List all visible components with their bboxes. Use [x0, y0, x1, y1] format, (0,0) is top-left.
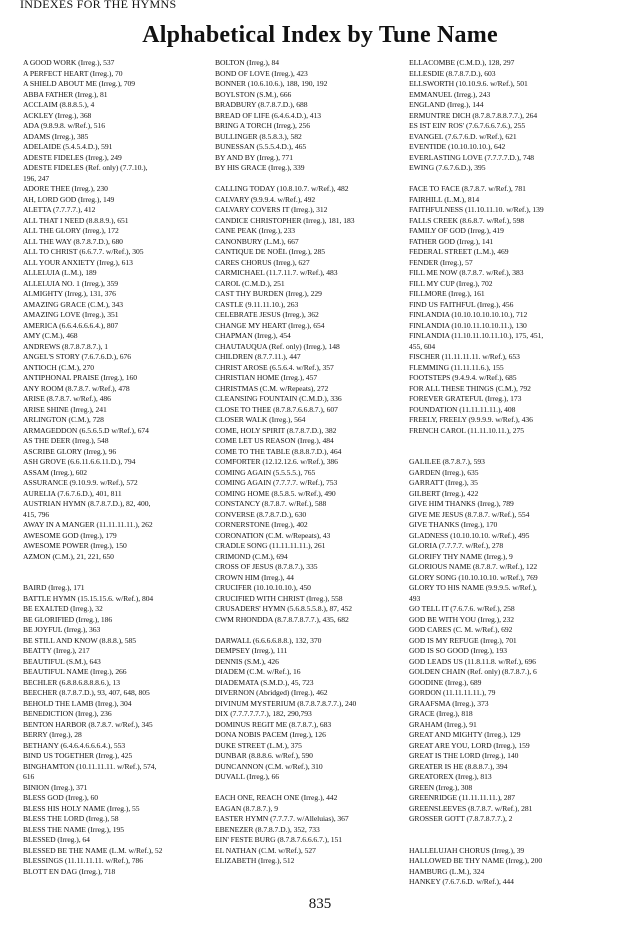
index-entry: CORONATION (C.M. w/Repeats), 43: [215, 530, 331, 540]
index-entry: CROSS OF JESUS (8.7.8.7.), 335: [215, 562, 318, 571]
index-entry: BENEDICTION (Irreg.), 236: [23, 709, 112, 718]
index-entry: ERMUNTRE DICH (8.7.8.7.8.8.7.7.), 264: [409, 110, 538, 120]
index-entry: GRAHAM (Irreg.), 91: [409, 719, 477, 729]
index-entry: CARMICHAEL (11.7.11.7. w/Ref.), 483: [215, 268, 338, 277]
index-entry: FAIRHILL (L.M.), 814: [409, 194, 480, 204]
index-entry: ARISE (8.7.8.7. w/Ref.), 486: [23, 394, 111, 403]
index-entry: GREENRIDGE (11.11.11.11.), 287: [409, 793, 515, 802]
letter-group-gap: [409, 447, 601, 458]
letter-group-gap: [215, 783, 407, 794]
index-entry: CRUCIFIED WITH CHRIST (Irreg.), 558: [215, 593, 343, 603]
index-entry: FINLANDIA (10.10.11.10.10.11.), 130: [409, 320, 527, 330]
index-entry: CONSTANCY (8.7.8.7. w/Ref.), 588: [215, 499, 327, 508]
index-entry: GREATOREX (Irreg.), 813: [409, 772, 492, 781]
index-entry: GOODINE (Irreg.), 689: [409, 677, 482, 687]
index-entry: CROWN HIM (Irreg.), 44: [215, 572, 294, 582]
index-entry: A SHIELD ABOUT ME (Irreg.), 709: [23, 79, 135, 88]
index-entry: BLESSED BE THE NAME (L.M. w/Ref.), 52: [23, 845, 163, 855]
index-entry: GOD CARES (C. M. w/Ref.), 692: [409, 625, 513, 634]
index-entry: GARRATT (Irreg.), 35: [409, 478, 478, 487]
index-entry: DARWALL (6.6.6.6.8.8.), 132, 370: [215, 635, 322, 645]
index-entry: ASCRIBE GLORY (Irreg.), 96: [23, 446, 117, 456]
index-entry: DUNBAR (8.8.8.6. w/Ref.), 590: [215, 751, 313, 760]
index-entry: AS THE DEER (Irreg.), 548: [23, 436, 109, 445]
index-entry: HALLELUJAH CHORUS (Irreg.), 39: [409, 845, 525, 855]
index-entry: AMAZING LOVE (Irreg.), 351: [23, 310, 119, 319]
index-entry: COMING AGAIN (7.7.7.7. w/Ref.), 753: [215, 478, 338, 487]
index-column-2: [215, 58, 407, 867]
index-entry: GOD BE WITH YOU (Irreg.), 232: [409, 614, 515, 624]
index-entry: FLEMMING (11.11.11.6.), 155: [409, 362, 504, 372]
index-entry: CASTLE (9.11.11.10.), 263: [215, 299, 299, 309]
index-entry: BLESS THE NAME (Irreg.), 195: [23, 824, 124, 834]
index-entry: BENTON HARBOR (8.7.8.7. w/Ref.), 345: [23, 719, 153, 729]
index-entry: FISCHER (11.11.11.11. w/Ref.), 653: [409, 352, 520, 361]
index-entry: GREENSLEEVES (8.7.8.7. w/Ref.), 281: [409, 803, 533, 813]
index-entry: CRIMOND (C.M.), 694: [215, 551, 288, 561]
index-entry: FOR ALL THESE THINGS (C.M.), 792: [409, 383, 531, 393]
index-entry: ARISE SHINE (Irreg.), 241: [23, 404, 107, 414]
index-entry: GOD LEADS US (11.8.11.8. w/Ref.), 696: [409, 656, 536, 666]
letter-group-gap: [409, 174, 601, 185]
index-entry: AH, LORD GOD (Irreg.), 149: [23, 194, 115, 204]
index-entry: ALL TO CHRIST (6.6.7.7. w/Ref.), 305: [23, 247, 144, 256]
index-entry: BINGHAMTON (10.11.11.11. w/Ref.), 574,: [23, 761, 157, 771]
index-entry: A PERFECT HEART (Irreg.), 70: [23, 68, 123, 78]
index-entry: DIADEMATA (S.M.D.), 45, 723: [215, 677, 314, 687]
index-entry: CHAPMAN (Irreg.), 454: [215, 331, 291, 340]
index-entry: ALLELUIA (L.M.), 189: [23, 268, 97, 277]
index-entry: ACCLAIM (8.8.8.5.), 4: [23, 100, 95, 109]
index-entry: CWM RHONDDA (8.7.8.7.8.7.7.), 435, 682: [215, 614, 349, 624]
index-entry: ANGEL'S STORY (7.6.7.6.D.), 676: [23, 352, 132, 361]
index-entry: FIND US FAITHFUL (Irreg.), 456: [409, 299, 514, 309]
index-entry: DIADEM (C.M. w/Ref.), 16: [215, 667, 301, 676]
index-entry: CRUSADERS' HYMN (5.6.8.5.5.8.), 87, 452: [215, 604, 352, 613]
index-entry: ANTIOCH (C.M.), 270: [23, 362, 94, 372]
index-entry: GIVE THANKS (Irreg.), 170: [409, 520, 498, 529]
index-entry: AURELIA (7.6.7.6.D.), 401, 811: [23, 488, 122, 498]
index-entry: CANTIQUE DE NOËL (Irreg.), 285: [215, 247, 325, 256]
index-entry: ELLSWORTH (10.10.9.6. w/Ref.), 501: [409, 79, 528, 88]
index-entry: BE GLORIFIED (Irreg.), 186: [23, 614, 113, 624]
index-entry: CHANGE MY HEART (Irreg.), 654: [215, 320, 325, 330]
index-entry: DUNCANNON (C.M. w/Ref.), 310: [215, 761, 323, 771]
index-entry: GLORIA (7.7.7.7. w/Ref.), 278: [409, 541, 504, 550]
index-entry: FEDERAL STREET (L.M.), 469: [409, 247, 509, 256]
index-entry: COME TO THE TABLE (8.8.8.7.D.), 464: [215, 446, 342, 456]
index-entry: ABBA FATHER (Irreg.), 81: [23, 89, 108, 99]
index-entry: CHAUTAUQUA (Ref. only) (Irreg.), 148: [215, 341, 340, 351]
index-entry: EVERLASTING LOVE (7.7.7.7.D.), 748: [409, 152, 535, 162]
index-entry: FILL MY CUP (Irreg.), 702: [409, 278, 493, 288]
index-entry: EWING (7.6.7.6.D.), 395: [409, 163, 486, 172]
index-entry: CHILDREN (8.7.7.11.), 447: [215, 352, 301, 361]
index-entry: DIX (7.7.7.7.7.7.), 182, 290,793: [215, 709, 312, 718]
index-entry: DONA NOBIS PACEM (Irreg.), 126: [215, 730, 326, 739]
index-entry: BEHOLD THE LAMB (Irreg.), 304: [23, 698, 132, 708]
index-entry: GOD IS MY REFUGE (Irreg.), 701: [409, 635, 517, 645]
index-entry: 616: [23, 772, 35, 781]
index-entry: DIVERNON (Abridged) (Irreg.), 462: [215, 688, 328, 697]
index-entry: GOLDEN CHAIN (Ref. only) (8.7.8.7.), 6: [409, 667, 537, 676]
index-entry: FINLANDIA (10.10.10.10.10.10.), 712: [409, 310, 528, 319]
index-entry: BATTLE HYMN (15.15.15.6. w/Ref.), 804: [23, 593, 154, 603]
index-entry: AWAY IN A MANGER (11.11.11.11.), 262: [23, 520, 153, 529]
index-entry: ELIZABETH (Irreg.), 512: [215, 856, 295, 865]
index-entry: ANTIPHONAL PRAISE (Irreg.), 160: [23, 373, 137, 382]
index-entry: FALLS CREEK (8.6.8.7. w/Ref.), 598: [409, 215, 525, 225]
index-entry: ALLELUIA NO. 1 (Irreg.), 359: [23, 278, 118, 288]
index-entry: COME LET US REASON (Irreg.), 484: [215, 436, 334, 445]
index-entry: ADA (9.8.9.8. w/Ref.), 516: [23, 121, 106, 130]
index-entry: GLORIOUS NAME (8.7.8.7. w/Ref.), 122: [409, 562, 538, 571]
index-entry: GIVE ME JESUS (8.7.8.7. w/Ref.), 554: [409, 509, 530, 519]
index-entry: ARMAGEDDON (6.5.6.5.D w/Ref.), 674: [23, 425, 149, 435]
index-entry: BECHLER (6.8.8.6.8.8.8.6.), 13: [23, 677, 121, 687]
index-entry: CHRIST AROSE (6.5.6.4. w/Ref.), 357: [215, 362, 334, 372]
index-entry: CARES CHORUS (Irreg.), 627: [215, 257, 310, 267]
letter-group-gap: [409, 835, 601, 846]
letter-group-gap: [215, 174, 407, 185]
index-entry: BLOTT EN DAG (Irreg.), 718: [23, 866, 116, 876]
index-entry: GRAAFSMA (Irreg.), 373: [409, 698, 489, 708]
index-entry: ELLESDIE (8.7.8.7.D.), 603: [409, 68, 496, 78]
letter-group-gap: [23, 573, 215, 584]
index-entry: ASSURANCE (9.10.9.9. w/Ref.), 572: [23, 478, 138, 487]
index-entry: COME, HOLY SPIRIT (8.7.8.7.D.), 382: [215, 425, 337, 435]
index-entry: CONVERSE (8.7.8.7.D.), 630: [215, 509, 307, 519]
index-entry: EL NATHAN (C.M. w/Ref.), 527: [215, 845, 316, 855]
index-entry: EBENEZER (8.7.8.7.D.), 352, 733: [215, 824, 320, 834]
index-entry: ADELAIDE (5.4.5.4.D.), 591: [23, 142, 113, 151]
index-entry: FACE TO FACE (8.7.8.7. w/Ref.), 781: [409, 184, 526, 193]
index-entry: BEAUTIFUL (S.M.), 643: [23, 656, 101, 666]
index-entry: 415, 796: [23, 509, 50, 519]
index-entry: BE JOYFUL (Irreg.), 363: [23, 625, 101, 634]
index-entry: EIN' FESTE BURG (8.7.8.7.6.6.6.7.), 151: [215, 835, 343, 844]
index-entry: ADORE THEE (Irreg.), 230: [23, 184, 108, 193]
letter-group-gap: [23, 562, 215, 573]
index-entry: BRADBURY (8.7.8.7.D.), 688: [215, 100, 308, 109]
index-entry: AWESOME POWER (Irreg.), 150: [23, 541, 127, 550]
index-entry: ACKLEY (Irreg.), 368: [23, 110, 92, 120]
index-entry: ADESTE FIDELES (Irreg.), 249: [23, 152, 122, 162]
index-entry: BRING A TORCH (Irreg.), 256: [215, 121, 310, 130]
index-entry: BOYLSTON (S.M.), 666: [215, 89, 292, 99]
index-entry: DUVALL (Irreg.), 66: [215, 772, 280, 781]
index-entry: BOND OF LOVE (Irreg.), 423: [215, 68, 308, 78]
index-entry: BULLINGER (8.5.8.3.), 582: [215, 131, 302, 141]
index-entry: EAGAN (8.7.8.7.), 9: [215, 803, 278, 813]
index-entry: ALL THE GLORY (Irreg.), 172: [23, 226, 119, 235]
index-entry: FINLANDIA (11.10.11.10.11.10.), 175, 451,: [409, 331, 544, 340]
index-entry: ALMIGHTY (Irreg.), 131, 376: [23, 289, 116, 298]
index-entry: 493: [409, 593, 421, 603]
index-entry: FOOTSTEPS (9.4.9.4. w/Ref.), 685: [409, 373, 517, 382]
index-entry: GLADNESS (10.10.10.10. w/Ref.), 495: [409, 530, 530, 540]
index-entry: FENDER (Irreg.), 57: [409, 257, 473, 267]
index-entry: ENGLAND (Irreg.), 144: [409, 100, 484, 109]
index-entry: EACH ONE, REACH ONE (Irreg.), 442: [215, 793, 338, 802]
index-entry: CORNERSTONE (Irreg.), 402: [215, 520, 308, 529]
index-entry: HALLOWED BE THY NAME (Irreg.), 200: [409, 856, 543, 865]
index-entry: BEATTY (Irreg.), 217: [23, 646, 90, 655]
index-entry: BUNESSAN (5.5.5.4.D.), 465: [215, 142, 307, 151]
index-entry: GREEN (Irreg.), 308: [409, 782, 473, 792]
index-column-1: [23, 58, 215, 877]
index-entry: ELLACOMBE (C.M.D.), 128, 297: [409, 58, 515, 67]
index-entry: GREAT ARE YOU, LORD (Irreg.), 159: [409, 740, 530, 750]
index-entry: CHRISTMAS (C.M. w/Repeats), 272: [215, 383, 329, 393]
index-entry: AMERICA (6.6.4.6.6.6.4.), 807: [23, 320, 119, 330]
index-entry: FATHER GOD (Irreg.), 141: [409, 236, 494, 246]
index-entry: BINION (Irreg.), 371: [23, 782, 88, 792]
index-entry: CRUCIFER (10.10.10.10.), 450: [215, 583, 311, 592]
index-entry: CALVARY (9.9.9.4. w/Ref.), 492: [215, 194, 316, 204]
index-entry: BIND US TOGETHER (Irreg.), 425: [23, 751, 133, 760]
index-entry: FOREVER GRATEFUL (Irreg.), 173: [409, 394, 522, 403]
index-entry: ADAMS (Irreg.), 385: [23, 131, 89, 141]
index-entry: AWESOME GOD (Irreg.), 179: [23, 530, 117, 540]
letter-group-gap: [409, 436, 601, 447]
index-entry: GREAT AND MIGHTY (Irreg.), 129: [409, 730, 521, 739]
index-entry: 455, 604: [409, 341, 436, 351]
index-entry: HANKEY (7.6.7.6.D. w/Ref.), 444: [409, 877, 514, 886]
index-entry: GREAT IS THE LORD (Irreg.), 140: [409, 751, 519, 760]
index-entry: CLOSER WALK (Irreg.), 564: [215, 415, 306, 424]
index-entry: BONNER (10.6.10.6.), 188, 190, 192: [215, 79, 328, 88]
index-entry: BETHANY (6.4.6.4.6.6.6.4.), 553: [23, 740, 126, 750]
index-entry: GILBERT (Irreg.), 422: [409, 488, 479, 498]
index-entry: BLESS GOD (Irreg.), 60: [23, 793, 99, 802]
index-entry: BY AND BY (Irreg.), 771: [215, 152, 294, 162]
index-entry: GRACE (Irreg.), 818: [409, 709, 473, 718]
index-entry: AMY (C.M.), 468: [23, 331, 78, 340]
index-entry: AUSTRIAN HYMN (8.7.8.7.D.), 82, 400,: [23, 499, 151, 508]
index-entry: BE STILL AND KNOW (8.8.8.), 585: [23, 635, 136, 645]
index-entry: HAMBURG (L.M.), 324: [409, 866, 485, 876]
index-entry: COMFORTER (12.12.12.6. w/Ref.), 386: [215, 457, 338, 466]
running-head: INDEXES FOR THE HYMNS: [20, 0, 177, 11]
index-entry: ASH GROVE (6.6.11.6.6.11.D.), 794: [23, 457, 136, 466]
index-entry: CLEANSING FOUNTAIN (C.M.D.), 336: [215, 394, 342, 403]
index-entry: BEECHER (8.7.8.7.D.), 93, 407, 648, 805: [23, 688, 150, 697]
index-entry: ALL YOUR ANXIETY (Irreg.), 613: [23, 257, 133, 267]
index-entry: CHRISTIAN HOME (Irreg.), 457: [215, 373, 318, 382]
letter-group-gap: [409, 825, 601, 836]
index-entry: DUKE STREET (L.M.), 375: [215, 740, 302, 750]
index-entry: BLESSED (Irreg.), 64: [23, 835, 90, 844]
index-entry: DENNIS (S.M.), 426: [215, 656, 279, 666]
index-entry: EMMANUEL (Irreg.), 243: [409, 89, 491, 99]
index-entry: BAIRD (Irreg.), 171: [23, 583, 85, 592]
index-entry: CANE PEAK (Irreg.), 233: [215, 226, 296, 235]
index-entry: CAST THY BURDEN (Irreg.), 229: [215, 289, 322, 298]
index-entry: FOUNDATION (11.11.11.11.), 408: [409, 404, 516, 414]
index-entry: CRADLE SONG (11.11.11.11.), 261: [215, 541, 326, 550]
page-number: 835: [308, 896, 332, 912]
index-entry: BEAUTIFUL NAME (Irreg.), 266: [23, 667, 127, 676]
index-entry: AZMON (C.M.), 21, 221, 650: [23, 551, 114, 561]
index-entry: FREELY, FREELY (9.9.9.9. w/Ref.), 436: [409, 415, 533, 424]
index-entry: GOD IS SO GOOD (Irreg.), 193: [409, 646, 507, 655]
index-column-3: [409, 58, 601, 888]
index-entry: BE EXALTED (Irreg.), 32: [23, 604, 103, 613]
index-entry: CANONBURY (L.M.), 667: [215, 236, 299, 246]
index-entry: ALETTA (7.7.7.7.), 412: [23, 205, 96, 214]
index-entry: BY HIS GRACE (Irreg.), 339: [215, 163, 305, 172]
index-entry: CALLING TODAY (10.8.10.7. w/Ref.), 482: [215, 184, 349, 193]
index-entry: BLESS THE LORD (Irreg.), 58: [23, 814, 119, 823]
index-entry: FILLMORE (Irreg.), 161: [409, 289, 485, 298]
index-entry: CAROL (C.M.D.), 251: [215, 278, 285, 288]
index-entry: ALL THE WAY (8.7.8.7.D.), 680: [23, 236, 123, 246]
index-entry: DOMINUS REGIT ME (8.7.8.7.), 683: [215, 719, 332, 729]
index-entry: GALILEE (8.7.8.7.), 593: [409, 457, 485, 466]
index-entry: ASSAM (Irreg.), 602: [23, 467, 88, 477]
index-entry: 196, 247: [23, 173, 50, 183]
index-entry: GO TELL IT (7.6.7.6. w/Ref.), 258: [409, 604, 515, 613]
index-entry: GREATER IS HE (8.8.8.7.), 394: [409, 761, 508, 771]
index-entry: GLORY SONG (10.10.10.10. w/Ref.), 769: [409, 572, 538, 582]
index-entry: ANDREWS (8.7.8.7.8.7.), 1: [23, 341, 109, 351]
index-entry: ANY ROOM (8.7.8.7. w/Ref.), 478: [23, 383, 130, 393]
index-entry: FILL ME NOW (8.7.8.7. w/Ref.), 383: [409, 268, 524, 277]
index-entry: BERRY (Irreg.), 28: [23, 730, 82, 739]
index-entry: BOLTON (Irreg.), 84: [215, 58, 280, 67]
letter-group-gap: [215, 625, 407, 636]
index-entry: ALL THAT I NEED (8.8.8.9.), 651: [23, 215, 129, 225]
index-entry: GLORY TO HIS NAME (9.9.9.5. w/Ref.),: [409, 583, 537, 592]
index-entry: GIVE HIM THANKS (Irreg.), 789: [409, 499, 514, 508]
index-entry: ARLINGTON (C.M.), 728: [23, 415, 104, 424]
index-entry: DEMPSEY (Irreg.), 111: [215, 646, 288, 655]
index-entry: GARDEN (Irreg.), 635: [409, 467, 479, 477]
index-entry: A GOOD WORK (Irreg.), 537: [23, 58, 115, 67]
index-entry: FAMILY OF GOD (Irreg.), 419: [409, 226, 504, 235]
index-entry: GLORIFY THY NAME (Irreg.), 9: [409, 551, 513, 561]
index-entry: COMING HOME (8.5.8.5. w/Ref.), 490: [215, 488, 336, 498]
index-entry: EASTER HYMN (7.7.7.7. w/Alleluias), 367: [215, 814, 349, 823]
index-entry: CELEBRATE JESUS (Irreg.), 362: [215, 310, 319, 319]
index-entry: CLOSE TO THEE (8.7.8.7.6.6.8.7.), 607: [215, 404, 338, 414]
index-entry: FRENCH CAROL (11.11.10.11.), 275: [409, 425, 524, 435]
index-entry: COMING AGAIN (5.5.5.5.), 765: [215, 467, 316, 477]
index-entry: GORDON (11.11.11.11.), 79: [409, 688, 496, 697]
index-entry: ADESTE FIDELES (Ref. only) (7.7.10.),: [23, 163, 148, 172]
index-entry: AMAZING GRACE (C.M.), 343: [23, 299, 123, 309]
index-entry: CALVARY COVERS IT (Irreg.), 312: [215, 205, 328, 214]
index-entry: EVENTIDE (10.10.10.10.), 642: [409, 142, 506, 151]
index-entry: FAITHFULNESS (11.10.11.10. w/Ref.), 139: [409, 205, 544, 214]
index-entry: CANDICE CHRISTOPHER (Irreg.), 181, 183: [215, 215, 355, 225]
index-entry: BLESSINGS (11.11.11.11. w/Ref.), 786: [23, 856, 144, 865]
index-entry: BLESS HIS HOLY NAME (Irreg.), 55: [23, 803, 140, 813]
page-title: Alphabetical Index by Tune Name: [142, 22, 498, 48]
index-entry: EVANGEL (7.6.7.6.D. w/Ref.), 621: [409, 131, 517, 141]
index-entry: DIVINUM MYSTERIUM (8.7.8.7.8.7.7.), 240: [215, 698, 357, 708]
index-entry: BREAD OF LIFE (6.4.6.4.D.), 413: [215, 110, 322, 120]
index-entry: GROSSER GOTT (7.8.7.8.7.7.), 2: [409, 814, 513, 823]
index-entry: ES IST EIN' ROS' (7.6.7.6.6.7.6.), 255: [409, 121, 526, 130]
